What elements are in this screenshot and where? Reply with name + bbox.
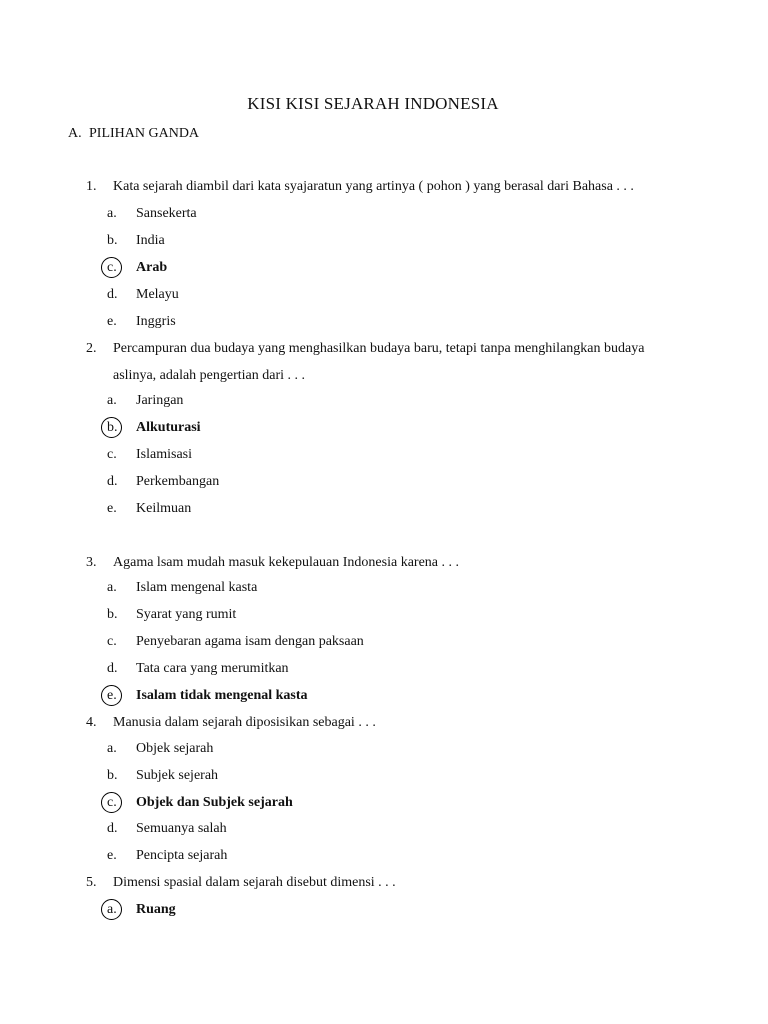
question-number: 2. (86, 341, 97, 356)
option-text: Penyebaran agama isam dengan paksaan (136, 634, 364, 649)
option-letter-circled: c. (107, 795, 117, 810)
question-number: 4. (86, 715, 97, 730)
option-text: Syarat yang rumit (136, 607, 237, 622)
question-text: aslinya, adalah pengertian dari . . . (113, 368, 306, 383)
option-letter: b. (107, 768, 118, 783)
question-text: Manusia dalam sejarah diposisikan sebagai . . . (113, 715, 376, 730)
question-text: Kata sejarah diambil dari kata syajaratun yang artinya ( pohon ) yang berasal dari Bahasa . . . (113, 179, 634, 194)
option-letter-circled: e. (107, 688, 117, 703)
question-text: Agama lsam mudah masuk kekepulauan Indonesia karena . . . (113, 555, 460, 570)
option-text: Isalam tidak mengenal kasta (136, 688, 308, 703)
option-letter: a. (107, 580, 117, 595)
option-text: Jaringan (136, 393, 184, 408)
option-text: Islam mengenal kasta (136, 580, 258, 595)
question-number: 3. (86, 555, 97, 570)
option-letter: e. (107, 848, 117, 863)
option-text: Perkembangan (136, 474, 220, 489)
option-letter: a. (107, 206, 117, 221)
option-letter: b. (107, 607, 118, 622)
section-heading (68, 126, 199, 142)
option-letter: d. (107, 661, 118, 676)
option-text: Objek dan Subjek sejarah (136, 795, 293, 810)
question-text: Percampuran dua budaya yang menghasilkan budaya baru, tetapi tanpa menghilangkan budaya (113, 341, 645, 356)
option-letter: c. (107, 447, 117, 462)
option-letter: d. (107, 821, 118, 836)
question-number: 5. (86, 875, 97, 890)
section-letter: A. (68, 126, 82, 141)
option-letter-circled: c. (107, 260, 117, 275)
option-letter: d. (107, 287, 118, 302)
option-text: Melayu (136, 287, 179, 302)
option-letter: c. (107, 634, 117, 649)
option-text: India (136, 233, 165, 248)
section-name: PILIHAN GANDA (89, 126, 200, 141)
option-text: Semuanya salah (136, 821, 227, 836)
option-letter: b. (107, 233, 118, 248)
option-text: Objek sejarah (136, 741, 214, 756)
option-letter: e. (107, 314, 117, 329)
option-text: Inggris (136, 314, 176, 329)
option-text: Ruang (136, 902, 176, 917)
option-text: Tata cara yang merumitkan (136, 661, 289, 676)
option-text: Alkuturasi (136, 420, 201, 435)
option-letter: a. (107, 741, 117, 756)
option-letter-circled: b. (107, 420, 118, 435)
option-letter-circled: a. (107, 902, 117, 917)
option-text: Pencipta sejarah (136, 848, 228, 863)
page-title: KISI KISI SEJARAH INDONESIA (247, 94, 499, 113)
option-text: Keilmuan (136, 501, 192, 516)
option-text: Subjek sejerah (136, 768, 219, 783)
option-text: Arab (136, 260, 168, 275)
question-text: Dimensi spasial dalam sejarah disebut dimensi . . . (113, 875, 396, 890)
option-text: Islamisasi (136, 447, 192, 462)
option-letter: e. (107, 501, 117, 516)
option-letter: d. (107, 474, 118, 489)
option-letter: a. (107, 393, 117, 408)
option-text: Sansekerta (136, 206, 197, 221)
question-number: 1. (86, 179, 97, 194)
